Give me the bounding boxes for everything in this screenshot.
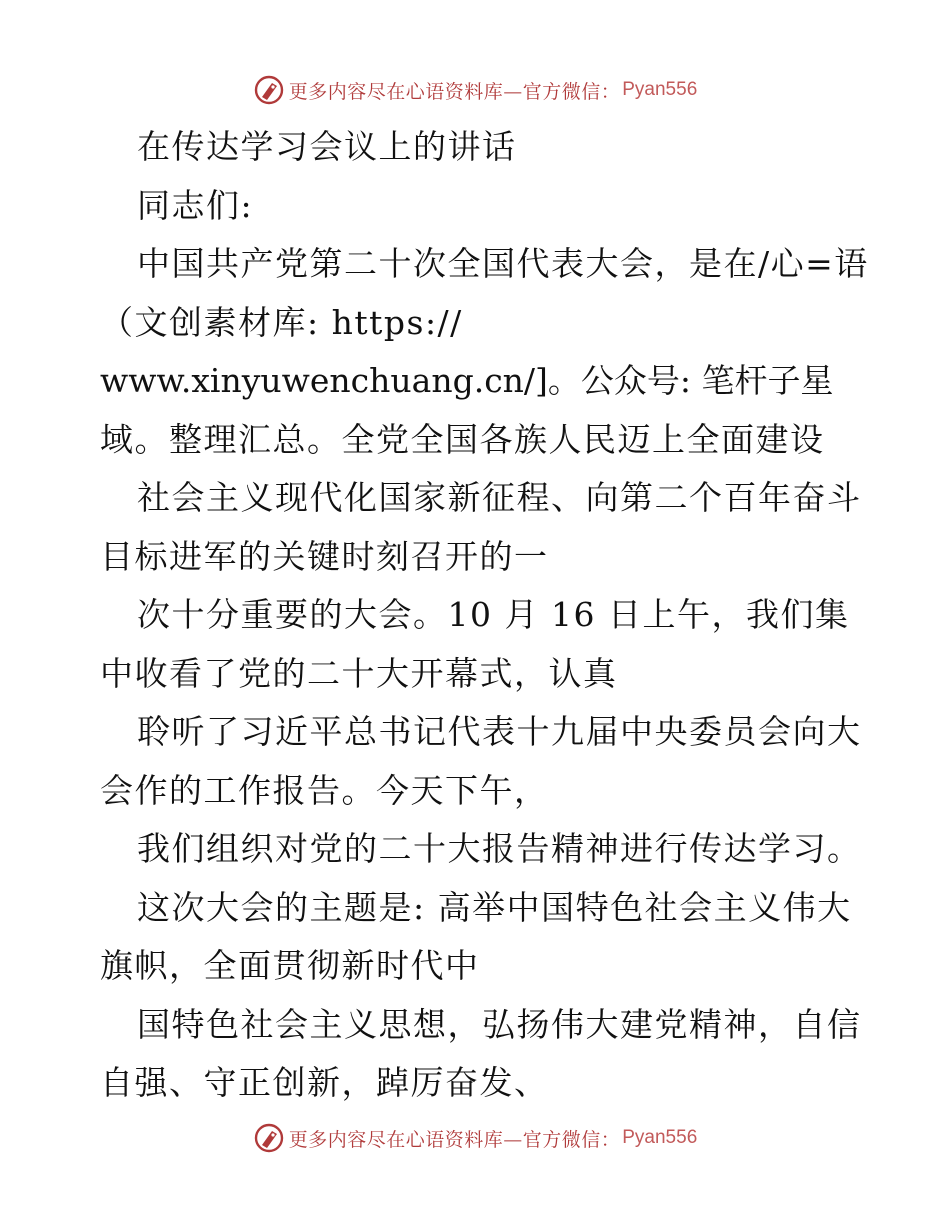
paragraph-line: www.xinyuwenchuang.cn/]。公众号: 笔杆子星 <box>100 361 834 400</box>
paragraph-line: 聆听了习近平总书记代表十九届中央委员会向大 <box>137 712 862 751</box>
paragraph-line: 中收看了党的二十大开幕式，认真 <box>100 653 618 693</box>
paragraph-line: 自强、守正创新，踔厉奋发、 <box>100 1063 549 1102</box>
paragraph-line: （文创素材库: https:// <box>100 302 463 342</box>
document-title: 在传达学习会议上的讲话 <box>137 127 517 166</box>
paragraph-line: 旗帜，全面贯彻新时代中 <box>100 946 480 985</box>
paragraph-line: 会作的工作报告。今天下午， <box>100 770 549 810</box>
banner-separator: — <box>503 1128 523 1151</box>
banner-brand-text: 更多内容尽在心语资料库 <box>288 1128 504 1151</box>
banner-brand-text: 更多内容尽在心语资料库 <box>288 80 504 103</box>
banner-wechat-id: Pyan556 <box>622 79 698 100</box>
pen-nib-circle-icon <box>253 1122 285 1154</box>
document-body <box>100 118 869 1113</box>
paragraph-line: 我们组织对党的二十大报告精神进行传达学习。 <box>137 829 862 868</box>
salutation: 同志们: <box>137 185 254 225</box>
paragraph-line: 这次大会的主题是: 高举中国特色社会主义伟大 <box>137 887 852 927</box>
paragraph-line: 中国共产党第二十次全国代表大会，是在/心=语 <box>137 244 869 283</box>
banner-official-text: 官方微信： <box>522 80 621 103</box>
paragraph-line: 域。整理汇总。全党全国各族人民迈上全面建设 <box>100 419 825 459</box>
paragraph-line: 目标进军的关键时刻召开的一 <box>100 536 549 576</box>
header-watermark-banner <box>0 70 950 110</box>
banner-separator: — <box>503 80 523 103</box>
paragraph-line: 次十分重要的大会。10 月 16 日上午，我们集 <box>137 595 850 634</box>
banner-official-text: 官方微信： <box>522 1128 621 1151</box>
paragraph-line: 国特色社会主义思想，弘扬伟大建党精神，自信 <box>137 1004 862 1044</box>
banner-wechat-id: Pyan556 <box>622 1127 698 1148</box>
footer-watermark-banner <box>0 1118 950 1158</box>
pen-nib-circle-icon <box>253 74 285 106</box>
paragraph-line: 社会主义现代化国家新征程、向第二个百年奋斗 <box>137 478 862 517</box>
